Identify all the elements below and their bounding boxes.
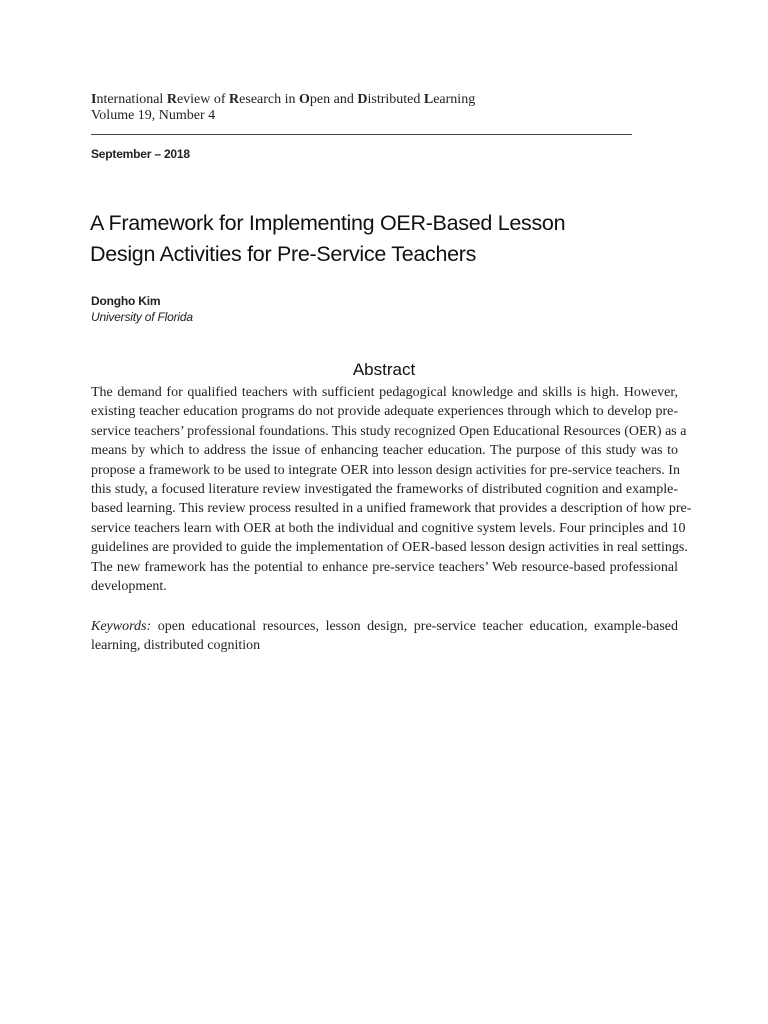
journal-header bbox=[91, 92, 636, 124]
keywords-label: Keywords: bbox=[91, 619, 152, 634]
abstract-line: development. bbox=[91, 579, 167, 595]
journal-word-rest: earning bbox=[433, 92, 476, 107]
publication-date: September – 2018 bbox=[91, 147, 190, 161]
journal-initial: O bbox=[299, 92, 310, 107]
abstract-line: this study, a focused literature review investigated the frameworks of distributed cognition and example- bbox=[91, 482, 678, 498]
journal-word-rest: istributed bbox=[367, 92, 424, 107]
abstract-line: propose a framework to be used to integrate OER into lesson design activities for pre-service teachers. In bbox=[91, 462, 680, 478]
journal-word-rest: pen and bbox=[309, 92, 358, 107]
keywords-line: learning, distributed cognition bbox=[91, 638, 261, 654]
abstract-heading: Abstract bbox=[352, 360, 416, 379]
title-line: A Framework for Implementing OER-Based Lesson bbox=[90, 211, 566, 235]
volume-number: Volume 19, Number 4 bbox=[91, 108, 216, 123]
author-name: Dongho Kim bbox=[91, 294, 161, 308]
journal-word-rest: esearch in bbox=[239, 92, 300, 107]
keywords-text: open educational resources, lesson design, pre-service teacher education, example-based bbox=[151, 619, 678, 634]
abstract-line: service teachers learn with OER at both the individual and cognitive system levels. Four principles and 10 bbox=[91, 520, 686, 536]
journal-initial: I bbox=[91, 92, 97, 107]
abstract-line: service teachers’ professional foundations. This study recognized Open Educational Resources (OER) as a bbox=[91, 423, 687, 439]
journal-initial: L bbox=[423, 92, 434, 107]
abstract-body bbox=[91, 383, 692, 596]
journal-word-rest: eview of bbox=[176, 92, 230, 107]
abstract-line: The demand for qualified teachers with sufficient pedagogical knowledge and skills is high. However, bbox=[91, 385, 678, 400]
abstract-line: based learning. This review process resulted in a unified framework that provides a description of how pre- bbox=[91, 501, 692, 517]
abstract-line: means by which to address the issue of enhancing teacher education. The purpose of this study was to bbox=[91, 443, 678, 459]
paper-title bbox=[90, 208, 690, 270]
abstract-line: existing teacher education programs do not provide adequate experiences through which to develop pre- bbox=[91, 404, 678, 420]
author-block bbox=[91, 293, 193, 325]
journal-name bbox=[91, 92, 636, 108]
keywords-block bbox=[91, 617, 678, 656]
keywords-line bbox=[91, 617, 678, 636]
journal-word-rest: nternational bbox=[96, 92, 167, 107]
abstract-line: guidelines are provided to guide the implementation of OER-based lesson design activities in real settings. bbox=[91, 540, 688, 556]
author-affiliation: University of Florida bbox=[91, 310, 193, 324]
abstract-line: The new framework has the potential to enhance pre-service teachers’ Web resource-based professional bbox=[91, 559, 678, 575]
title-line: Design Activities for Pre-Service Teachers bbox=[90, 242, 477, 266]
journal-initial: D bbox=[357, 92, 368, 107]
header-divider bbox=[91, 134, 632, 135]
journal-initial: R bbox=[229, 92, 240, 107]
journal-initial: R bbox=[166, 92, 177, 107]
